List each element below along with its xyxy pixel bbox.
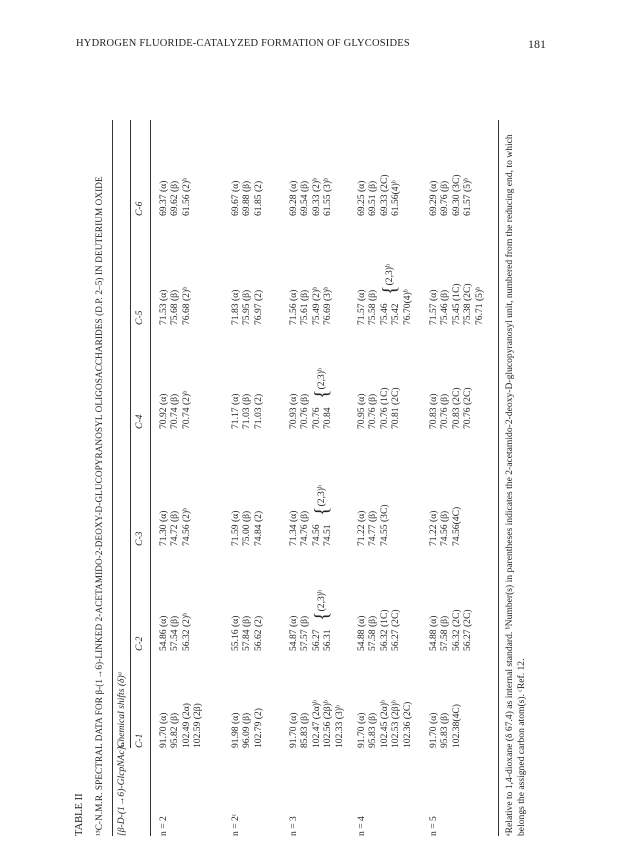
cell-line: 56.32 (2C) [450,609,462,651]
cell-line: 69.33 (2)ᵇ [310,177,322,216]
cell-line: 57.57 (β) [299,615,311,651]
cell-line: 74.72 (β) [169,510,181,546]
brace-group-label [310,485,333,516]
cell-line: 75.45 (1C) [450,283,462,325]
cell-line: 102.36 (2C) [401,701,413,748]
table-cell-c2 [428,609,474,651]
cell-line: 70.74 (β) [169,393,181,429]
cell-line: 56.27 (2C) [462,609,474,651]
top-rule [112,120,113,836]
cell-line: 70.81 (2C) [390,387,402,429]
table-cell-c6 [356,174,402,216]
cell-line: 85.83 (β) [299,712,311,748]
cell-line: 70.95 (α) [356,393,367,429]
cell-line: 76.68 (2)ᵇ [180,286,192,325]
header-rule [150,120,151,836]
cell-line: 75.49 (2)ᵇ [310,286,322,325]
cell-line: 71.17 (α) [230,393,241,429]
cell-line: 76.70(4)ᵇ [401,289,413,325]
cell-line: 102.38(4C) [450,704,462,748]
cell-line: 91.98 (α) [230,712,241,748]
cell-line: 71.53 (α) [158,289,169,325]
brace-group-label [310,590,333,621]
cell-line: 70.84 [322,407,334,429]
cell-line: 95.82 (β) [169,712,181,748]
cell-line: 71.59 (α) [230,510,241,546]
table-footnote: ᵃRelative to 1,4-dioxane (δ 67.4) as internal standard. ᵇNumber(s) in parentheses indicates the 2-acetamido-2-deoxy-D-glucopyranosyl unit, numbered from the reducing end, to which belongs the assigned carbon atom(s). ᶜRef. 12. [504,134,527,836]
cell-line: 74.55 (3C) [378,504,390,546]
cell-line: 74.56 (2)ᵇ [180,507,192,546]
table-caption: ¹³C-N.M.R. SPECTRAL DATA FOR β-(1→6)-LINKED 2-ACETAMIDO-2-DEOXY-D-GLUCOPYRANOSYL OLIGOSACCHARIDES (D.P. 2–5) IN DEUTERIUM OXIDE [94,176,104,836]
brace-label: (2,3)ᵇ [384,264,395,286]
table-cell-c3 [158,508,192,546]
cell-line: 56.27 [310,629,322,651]
cell-line: 75.95 (β) [241,289,253,325]
cell-line: 102.56 (2β)ᵇ [322,700,334,748]
table-cell-c1 [230,708,264,748]
cell-line: 74.51 [322,524,334,546]
cell-line: 56.32 (2)ᵇ [180,612,192,651]
cell-line: 70.76 [310,407,322,429]
brace-glyph: { [310,506,333,516]
cell-line: 54.87 (α) [288,615,299,651]
cell-line: 70.83 (α) [428,393,439,429]
table-cell-c5 [428,283,485,325]
cell-line: 69.29 (α) [428,180,439,216]
cell-line: 75.38 (2C) [462,283,474,325]
rotated-table-page [74,76,544,836]
cell-line: 74.77 (β) [367,510,379,546]
brace-label: (2,3)ᵇ [316,368,327,390]
cell-line: 102.47 (2α)ᵇ [310,700,322,748]
cell-line: 61.56(4)ᵇ [390,180,402,216]
row-header: [β-D-(1→6)-GlcpNAc]ₙ [116,742,127,836]
cell-line: 69.54 (β) [299,180,311,216]
table-cell-c1 [158,703,204,748]
cell-line: 56.32 (1C) [378,609,390,651]
cell-line: 70.83 (2C) [450,387,462,429]
table-cell-c4 [356,387,402,429]
brace-label: (2,3)ᵇ [316,590,327,612]
cell-line: 57.58 (β) [439,615,451,651]
cell-line: 70.76 (β) [439,393,451,429]
cell-line: 102.45 (2α)ᵇ [378,700,390,748]
cell-line: 69.76 (β) [439,180,451,216]
cell-line: 61.56 (2)ᵇ [180,177,192,216]
brace-group-label [378,264,401,295]
col-header-c1: C-1 [134,733,145,748]
cell-line: 71.83 (α) [230,289,241,325]
cell-line: 91.70 (α) [356,712,367,748]
cell-line: 69.51 (β) [367,180,379,216]
cell-line: 57.54 (β) [169,615,181,651]
cell-line: 57.58 (β) [367,615,379,651]
cell-line: 54.88 (α) [428,615,439,651]
col-header-c2: C-2 [134,636,145,651]
cell-line: 69.88 (β) [241,180,253,216]
table-label: TABLE II [74,793,85,836]
cell-line: 71.03 (β) [241,393,253,429]
cell-line: 75.46 [378,303,390,325]
row-label: n = 3 [288,816,299,836]
cell-line: 70.76 (β) [299,393,311,429]
cell-line: 71.57 (α) [356,289,367,325]
cell-line: 71.34 (α) [288,510,299,546]
group-header: Chemical shifts (δ)ᵃ [116,671,127,748]
cell-line: 69.28 (α) [288,180,299,216]
table-cell-c3 [428,507,462,546]
table-cell-c2 [158,613,192,651]
cell-line: 61.57 (5)ᵇ [462,177,474,216]
table-cell-c1 [356,700,413,748]
table-cell-c3 [230,511,264,546]
table-cell-c4 [158,391,192,429]
cell-line: 75.58 (β) [367,289,379,325]
brace-label: (2,3)ᵇ [316,485,327,507]
cell-line: 76.69 (3)ᵇ [322,286,334,325]
cell-line: 70.74 (2)ᵇ [180,390,192,429]
cell-line: 96.09 (β) [241,712,253,748]
row-label: n = 4 [356,816,367,836]
table-cell-c2 [230,616,264,651]
cell-line: 91.70 (α) [158,712,169,748]
cell-line: 74.56 [310,524,322,546]
table-cell-c1 [428,704,462,748]
cell-line: 71.03 (2) [252,393,264,429]
row-label: n = 2ᶜ [230,813,241,836]
cell-line: 61.85 (2) [252,180,264,216]
table-cell-c5 [158,287,192,325]
table-cell-c4 [428,387,474,429]
cell-line: 71.22 (α) [428,510,439,546]
cell-line: 74.76 (β) [299,510,311,546]
cell-line: 102.33 (3)ᵇ [333,705,345,748]
col-header-c4: C-4 [134,414,145,429]
cell-line: 70.92 (α) [158,393,169,429]
cell-line: 56.62 (2) [252,615,264,651]
row-label: n = 5 [428,816,439,836]
brace-group-label [310,368,333,399]
cell-line: 74.56 (β) [439,510,451,546]
cell-line: 95.83 (β) [439,712,451,748]
running-header [76,38,546,54]
cell-line: 71.57 (α) [428,289,439,325]
cell-line: 91.70 (α) [428,712,439,748]
cell-line: 102.59 (2β) [192,703,204,748]
group-rule [130,120,131,748]
brace-glyph: { [310,611,333,621]
cell-line: 69.25 (α) [356,180,367,216]
cell-line: 75.61 (β) [299,289,311,325]
table-cell-c2 [356,609,402,651]
running-title: HYDROGEN FLUORIDE-CATALYZED FORMATION OF GLYCOSIDES [76,38,410,49]
table-cell-c6 [230,181,264,216]
cell-line: 69.33 (2C) [378,174,390,216]
cell-line: 69.62 (β) [169,180,181,216]
cell-line: 95.83 (β) [367,712,379,748]
cell-line: 54.86 (α) [158,615,169,651]
table-cell-c6 [288,178,334,216]
cell-line: 74.84 (2) [252,510,264,546]
cell-line: 75.00 (β) [241,510,253,546]
col-header-c6: C-6 [134,201,145,216]
cell-line: 56.31 [322,629,334,651]
table-cell-c6 [428,174,474,216]
cell-line: 69.67 (α) [230,180,241,216]
cell-line: 75.42 [390,303,402,325]
cell-line: 70.76 (2C) [462,387,474,429]
table-cell-c5 [230,290,264,325]
cell-line: 102.49 (2α) [180,703,192,748]
table-cell-c4 [230,394,264,429]
cell-line: 71.22 (α) [356,510,367,546]
cell-line: 54.88 (α) [356,615,367,651]
row-label: n = 2 [158,816,169,836]
cell-line: 70.76 (β) [367,393,379,429]
cell-line: 75.68 (β) [169,289,181,325]
col-header-c5: C-5 [134,310,145,325]
col-header-c3: C-3 [134,531,145,546]
cell-line: 76.97 (2) [252,289,264,325]
cell-line: 102.53 (2β)ᵇ [390,700,402,748]
cell-line: 102.79 (2) [252,708,264,748]
cell-line: 69.37 (α) [158,180,169,216]
cell-line: 75.46 (β) [439,289,451,325]
cell-line: 57.84 (β) [241,615,253,651]
cell-line: 55.16 (α) [230,615,241,651]
cell-line: 61.55 (3)ᵇ [322,177,334,216]
cell-line: 91.70 (α) [288,712,299,748]
brace-glyph: { [378,285,401,295]
cell-line: 69.30 (3C) [450,174,462,216]
cell-line: 70.93 (α) [288,393,299,429]
table-cell-c5 [288,287,334,325]
table-cell-c3 [356,504,390,546]
table-cell-c6 [158,178,192,216]
cell-line: 71.30 (α) [158,510,169,546]
bottom-rule [498,120,499,836]
brace-glyph: { [310,389,333,399]
cell-line: 74.56(4C) [450,506,462,546]
cell-line: 70.76 (1C) [378,387,390,429]
cell-line: 76.71 (5)ᵇ [473,286,485,325]
cell-line: 71.56 (α) [288,289,299,325]
page-number: 181 [528,37,546,51]
table-cell-c1 [288,700,345,748]
cell-line: 56.27 (2C) [390,609,402,651]
